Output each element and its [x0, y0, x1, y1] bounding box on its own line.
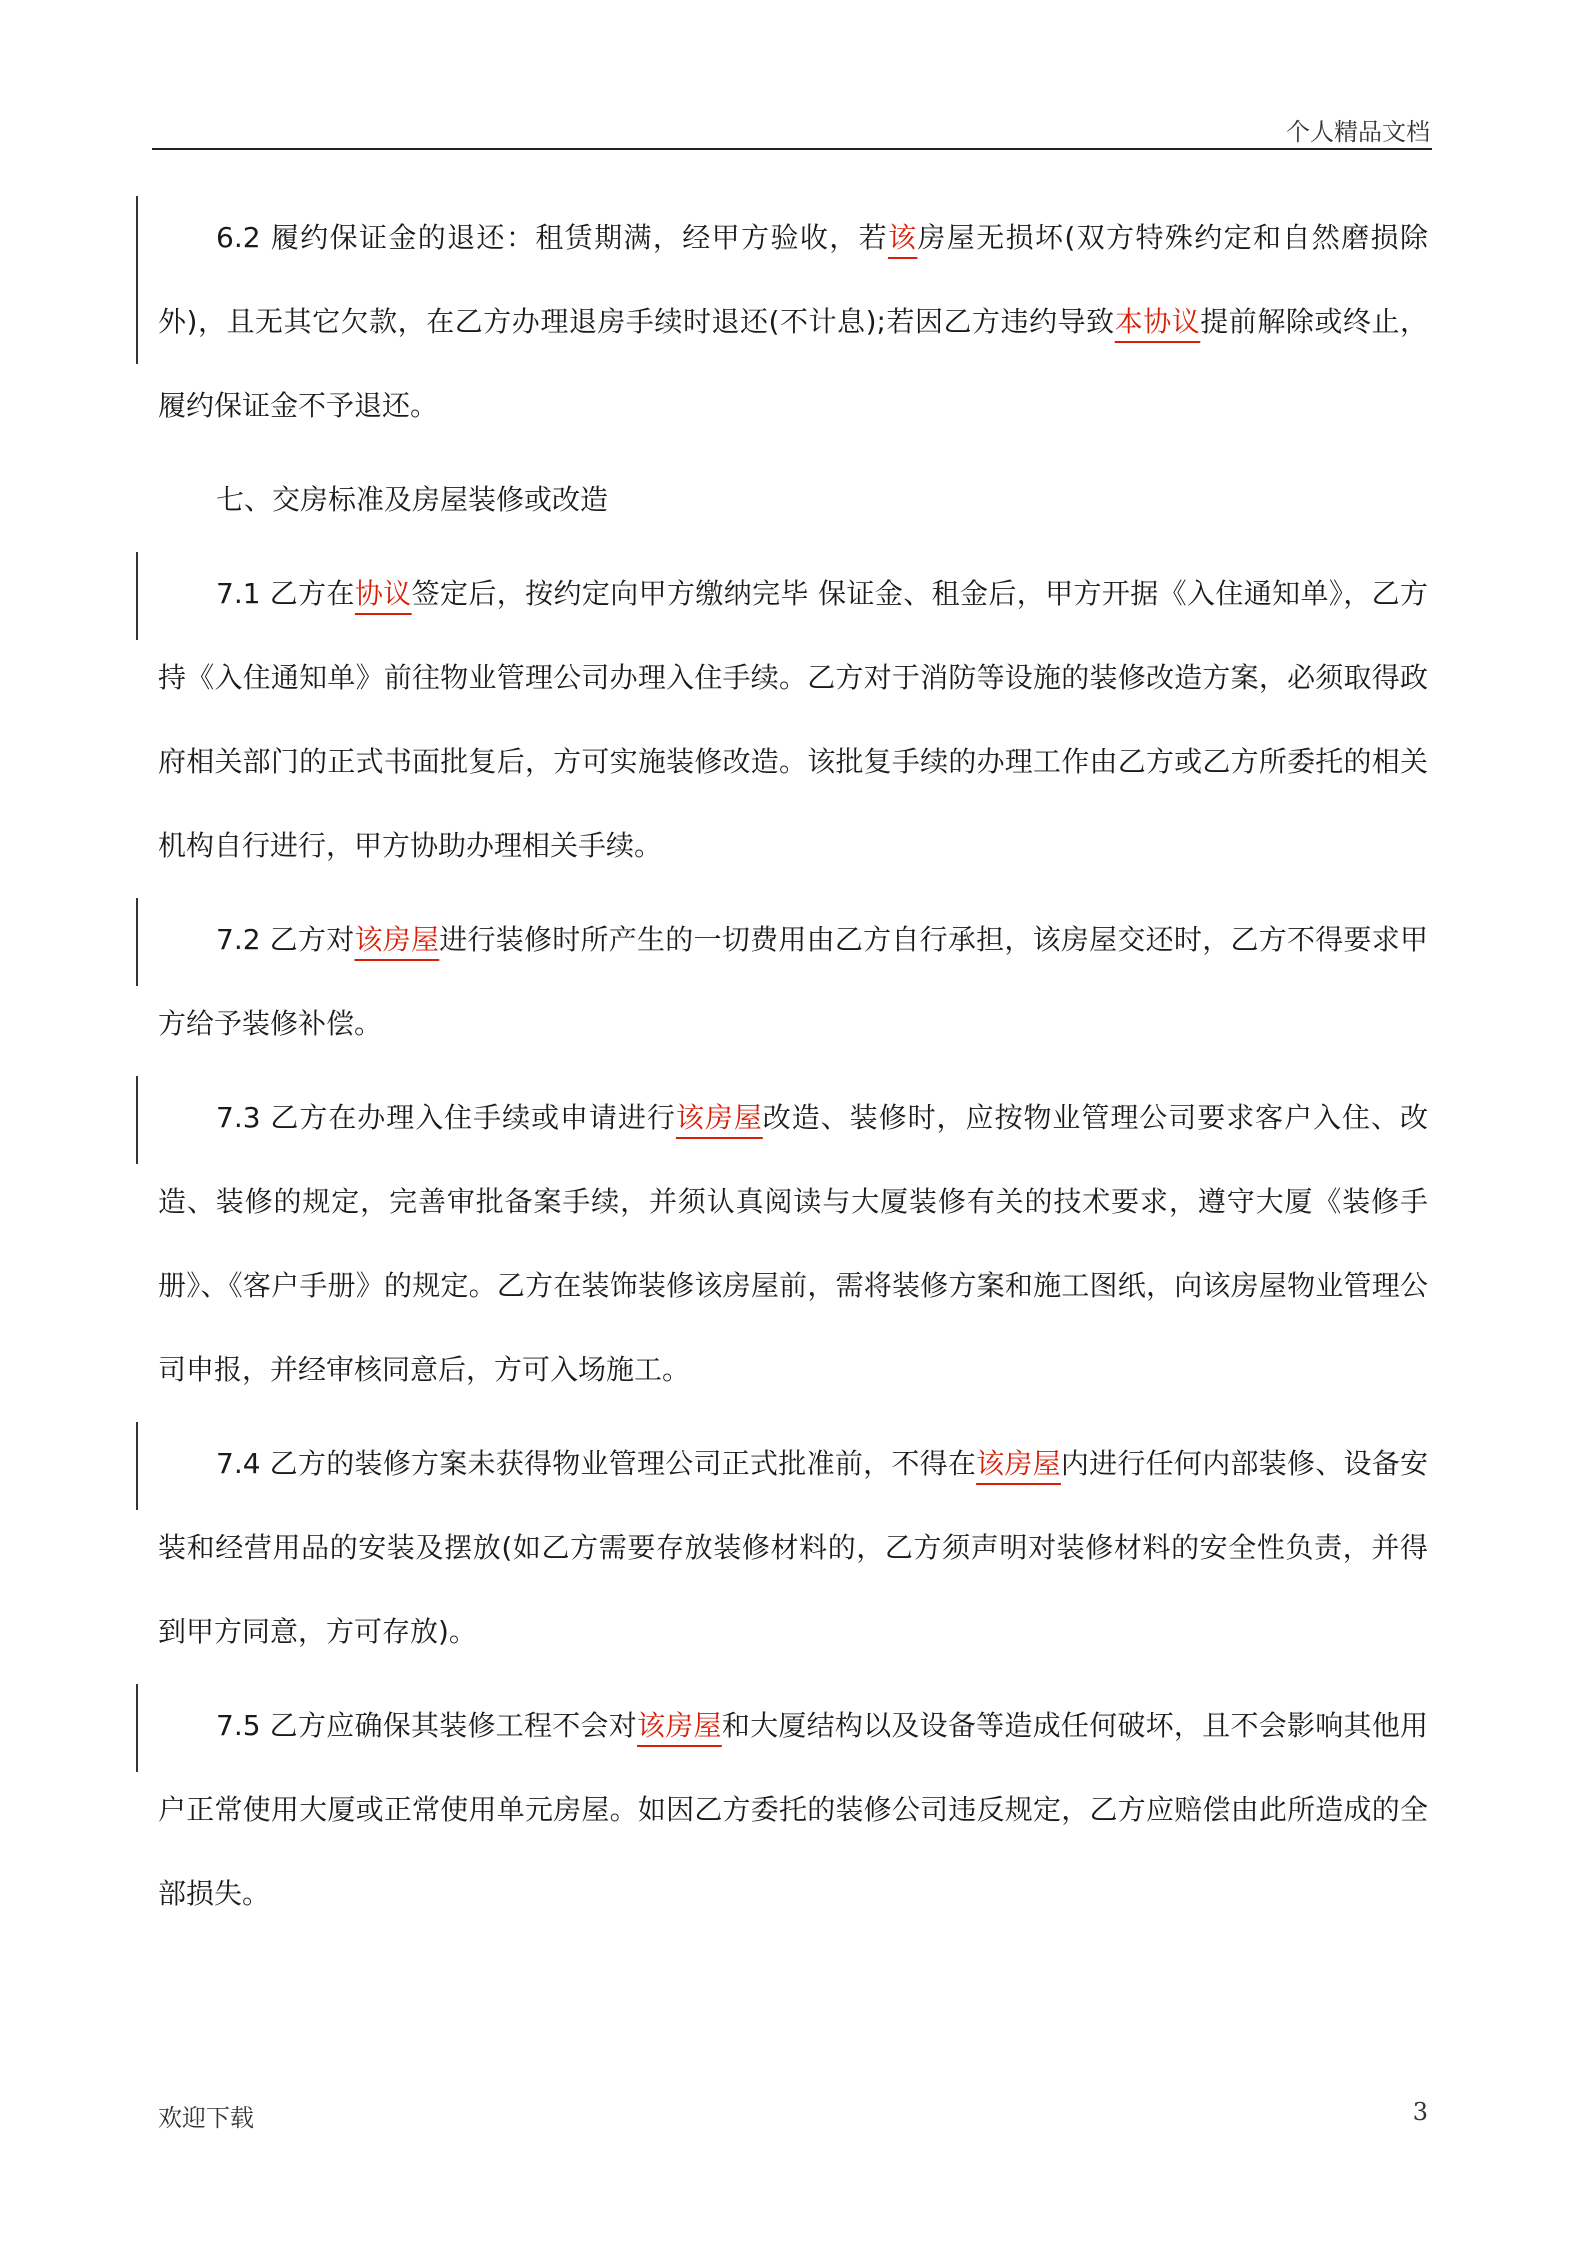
- clause-text: 签定后，按约定向甲方缴纳完毕 保证金、租金后，甲方开据《入住通知单》，乙方持《入住通知单》前往物业管理公司办理入住手续。乙方对于消防等设施的装修改造方案，必须取得政府相关部门的正式书面批复后，方可实施装修改造。该批复手续的办理工作由乙方或乙方所委托的相关机构自行进行，甲方协助办理相关手续。: [158, 577, 1428, 862]
- highlighted-term: 本协议: [1114, 305, 1201, 338]
- clause-text: 改造、装修时，应按物业管理公司要求客户入住、改造、装修的规定，完善审批备案手续，并须认真阅读与大厦装修有关的技术要求，遵守大厦《装修手册》、《客户手册》的规定。乙方在装饰装修该房屋前，需将装修方案和施工图纸，向该房屋物业管理公司申报，并经审核同意后，方可入场施工。: [158, 1101, 1428, 1386]
- header-title: 个人精品文档: [1286, 118, 1430, 146]
- highlighted-term: 该房屋: [976, 1447, 1061, 1480]
- clause-text: 内进行任何内部装修、设备安装和经营用品的安装及摆放(如乙方需要存放装修材料的，乙方须声明对装修材料的安全性负责，并得到甲方同意，方可存放)。: [158, 1447, 1428, 1648]
- clause-text: 提前解除或终止，履约保证金不予退还。: [158, 305, 1428, 422]
- highlighted-term: 协议: [354, 577, 412, 610]
- page-number: 3: [1412, 2098, 1428, 2126]
- clause-7-5: [158, 1684, 1428, 1936]
- highlighted-term: 该: [888, 221, 918, 254]
- footer-download-text: 欢迎下载: [158, 2104, 254, 2132]
- document-body: [158, 196, 1428, 1946]
- clause-text: 6.2 履约保证金的退还：租赁期满，经甲方验收，若: [216, 221, 889, 254]
- highlighted-term: 该房屋: [354, 923, 440, 956]
- clause-text: 和大厦结构以及设备等造成任何破坏，且不会影响其他用户正常使用大厦或正常使用单元房屋。如因乙方委托的装修公司违反规定，乙方应赔偿由此所造成的全部损失。: [158, 1709, 1428, 1910]
- highlighted-term: 该房屋: [675, 1101, 763, 1134]
- clause-text: 7.1 乙方在: [216, 577, 355, 610]
- clause-text: 7.5 乙方应确保其装修工程不会对: [216, 1709, 638, 1742]
- clause-text: 7.2 乙方对: [216, 923, 355, 956]
- highlighted-term: 该房屋: [637, 1709, 722, 1742]
- clause-text: 房屋无损坏(双方特殊约定和自然磨损除外)，且无其它欠款，在乙方办理退房手续时退还(不计息);若因乙方违约导致: [158, 221, 1428, 338]
- header-divider: [152, 148, 1432, 150]
- clause-text: 7.4 乙方的装修方案未获得物业管理公司正式批准前，不得在: [216, 1447, 977, 1480]
- clause-text: 进行装修时所产生的一切费用由乙方自行承担，该房屋交还时，乙方不得要求甲方给予装修补偿。: [158, 923, 1428, 1040]
- clause-7-4: [158, 1422, 1428, 1674]
- clause-6-2: [158, 196, 1428, 448]
- clause-7-2: [158, 898, 1428, 1066]
- clause-7-1: [158, 552, 1428, 888]
- section-heading-7: 七、交房标准及房屋装修或改造: [216, 483, 609, 516]
- clause-text: 7.3 乙方在办理入住手续或申请进行: [216, 1101, 676, 1134]
- clause-7-3: [158, 1076, 1428, 1412]
